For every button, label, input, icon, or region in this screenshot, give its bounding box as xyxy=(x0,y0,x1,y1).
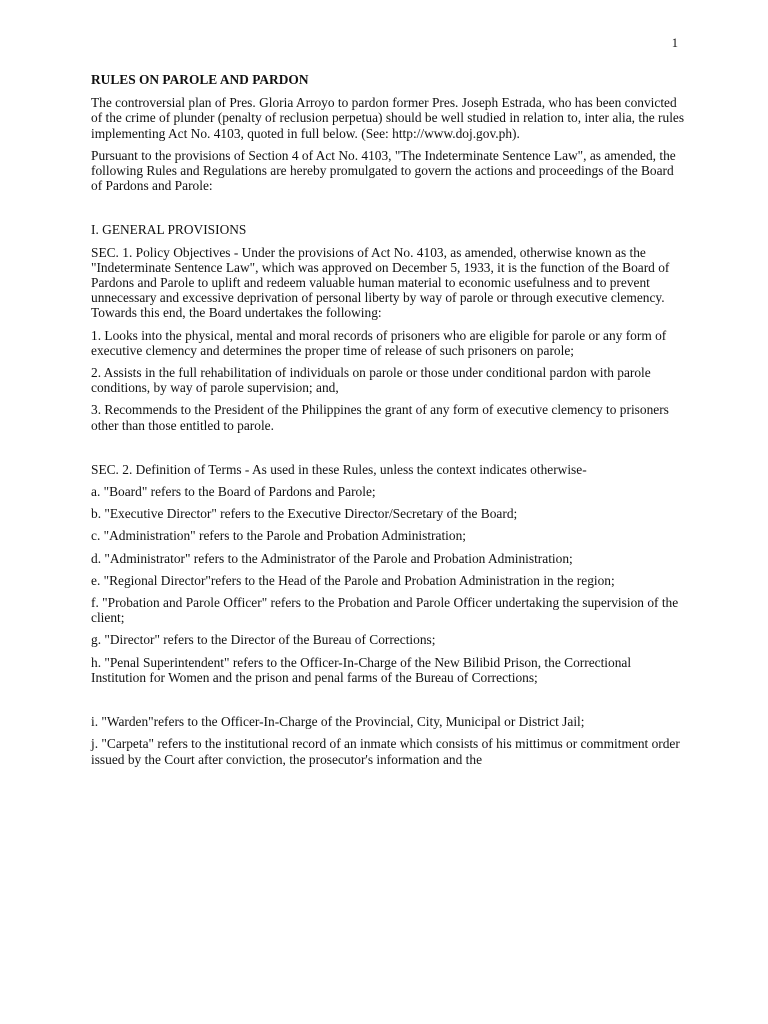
spacer xyxy=(91,440,687,462)
page-number: 1 xyxy=(671,36,678,50)
definition-item: c. "Administration" refers to the Parole and Probation Administration; xyxy=(91,528,467,544)
definition-item: j. "Carpeta" refers to the institutional record of an inmate which consists of his mittimus or commitment order issued by the Court after conviction, the prosecutor's information and the xyxy=(91,736,680,767)
definition-item: i. "Warden"refers to the Officer-In-Charge of the Provincial, City, Municipal or District Jail; xyxy=(91,714,585,730)
sec1-paragraph: SEC. 1. Policy Objectives - Under the provisions of Act No. 4103, as amended, otherwise known as the "Indeterminate Sentence Law", which was approved on December 5, 1933, it is the function of the Board of Pardons and Parole to uplift and redeem valuable human material to economic usefulness and to prevent unnecessary and excessive deprivation of personal liberty by way of parole or through executive clemency. Towards this end, the Board undertakes the following: xyxy=(91,244,670,321)
section-heading: I. GENERAL PROVISIONS xyxy=(91,222,247,238)
definition-item: h. "Penal Superintendent" refers to the Officer-In-Charge of the New Bilibid Prison, the Correctional Institution for Women and the prison and penal farms of the Bureau of Corrections; xyxy=(91,654,632,685)
sec1-item: 2. Assists in the full rehabilitation of individuals on parole or those under conditional pardon with parole conditions, by way of parole supervision; and, xyxy=(91,365,651,396)
definition-item: g. "Director" refers to the Director of the Bureau of Corrections; xyxy=(91,632,436,648)
document-title: RULES ON PAROLE AND PARDON xyxy=(91,72,309,87)
sec1-item: 1. Looks into the physical, mental and moral records of prisoners who are eligible for parole or any form of executive clemency and determines the proper time of release of such prisoners on parole; xyxy=(91,327,667,358)
spacer xyxy=(91,692,687,714)
definition-item: f. "Probation and Parole Officer" refers to the Probation and Parole Officer undertaking the supervision of the client; xyxy=(91,595,679,626)
spacer xyxy=(91,200,687,222)
document-body xyxy=(91,72,687,774)
intro-paragraph: The controversial plan of Pres. Gloria Arroyo to pardon former Pres. Joseph Estrada, who has been convicted of the crime of plunder (penalty of reclusion perpetua) should be well studied in relation to, inter alia, the rules implementing Act No. 4103, quoted in full below. (See: http://www.doj.gov.ph). xyxy=(91,95,685,141)
definition-item: a. "Board" refers to the Board of Pardons and Parole; xyxy=(91,484,376,500)
definition-item: d. "Administrator" refers to the Administrator of the Parole and Probation Administration; xyxy=(91,550,573,566)
definition-item: b. "Executive Director" refers to the Executive Director/Secretary of the Board; xyxy=(91,506,518,522)
definition-item: e. "Regional Director"refers to the Head of the Parole and Probation Administration in the region; xyxy=(91,572,615,588)
sec1-item: 3. Recommends to the President of the Philippines the grant of any form of executive clemency to prisoners other than those entitled to parole. xyxy=(91,402,669,433)
preamble-paragraph: Pursuant to the provisions of Section 4 of Act No. 4103, "The Indeterminate Sentence Law", as amended, the following Rules and Regulations are hereby promulgated to govern the actions and proceedings of the Board of Pardons and Parole: xyxy=(91,147,676,194)
sec2-paragraph: SEC. 2. Definition of Terms - As used in these Rules, unless the context indicates otherwise- xyxy=(91,461,587,477)
